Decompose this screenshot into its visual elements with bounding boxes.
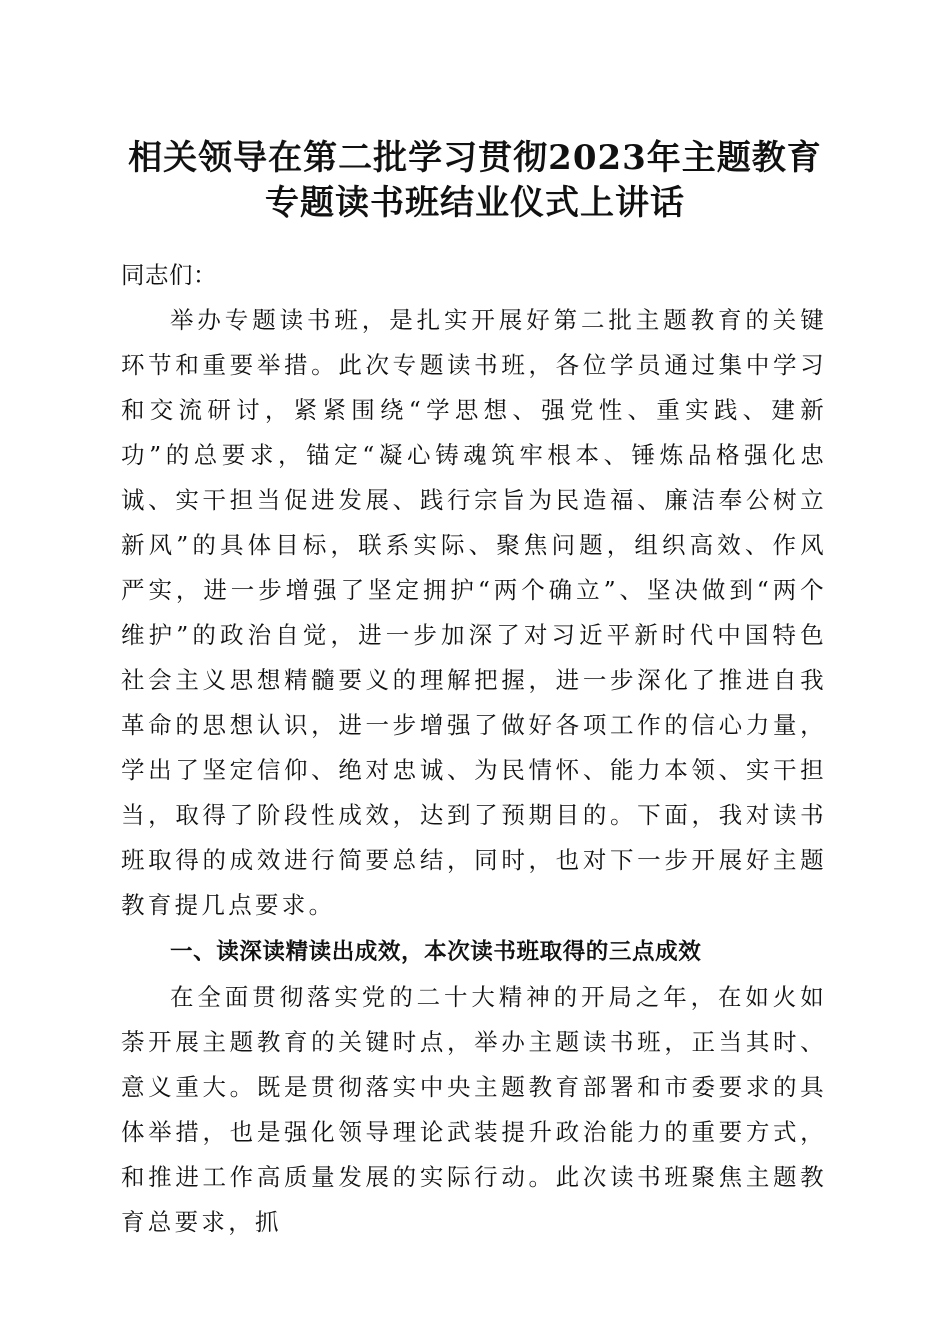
document-body [121,253,827,1245]
title-line-1: 相关领导在第二批学习贯彻2023年主题教育 [128,138,822,178]
document-title [0,136,950,226]
title-line-2: 专题读书班结业仪式上讲话 [265,183,685,223]
paragraph-1: 举办专题读书班，是扎实开展好第二批主题教育的关键环节和重要举措。此次专题读书班，各位学员通过集中学习和交流研讨，紧紧围绕“学思想、强党性、重实践、建新功”的总要求，锚定“凝心铸魂筑牢根本、锤炼品格强化忠诚、实干担当促进发展、践行宗旨为民造福、廉洁奉公树立新风”的具体目标，联系实际、聚焦问题，组织高效、作风严实，进一步增强了坚定拥护“两个确立”、坚决做到“两个维护”的政治自觉，进一步加深了对习近平新时代中国特色社会主义思想精髓要义的理解把握，进一步深化了推进自我革命的思想认识，进一步增强了做好各项工作的信心力量，学出了坚定信仰、绝对忠诚、为民情怀、能力本领、实干担当，取得了阶段性成效，达到了预期目的。下面，我对读书班取得的成效进行简要总结，同时，也对下一步开展好主题教育提几点要求。 [121,306,827,919]
salutation: 同志们： [121,261,217,289]
section-heading-1: 一、读深读精读出成效，本次读书班取得的三点成效 [170,939,702,965]
paragraph-2: 在全面贯彻落实党的二十大精神的开局之年，在如火如荼开展主题教育的关键时点，举办主题读书班，正当其时、意义重大。既是贯彻落实中央主题教育部署和市委要求的具体举措，也是强化领导理论武装提升政治能力的重要方式，和推进工作高质量发展的实际行动。此次读书班聚焦主题教育总要求，抓 [121,983,827,1236]
